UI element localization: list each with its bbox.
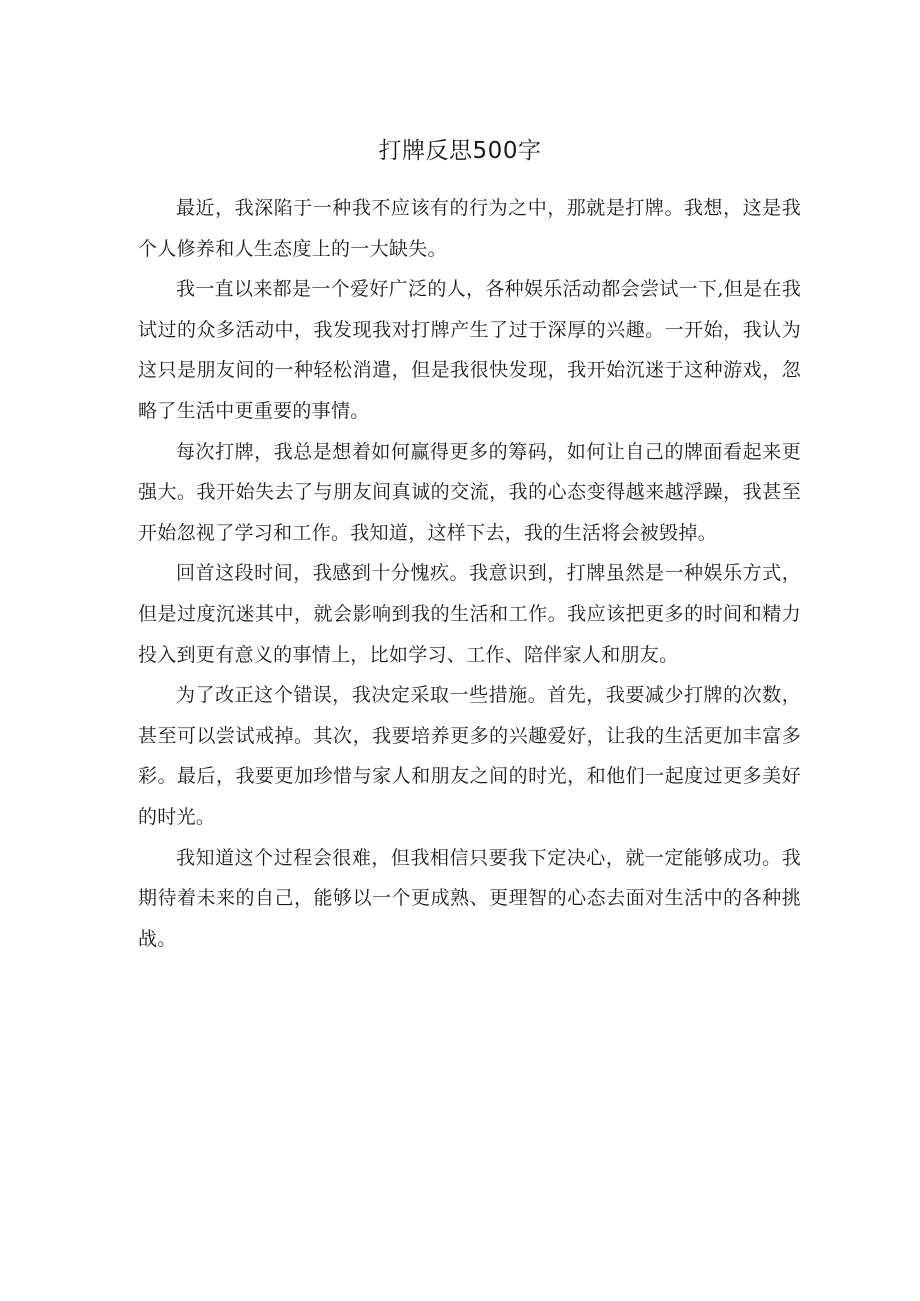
paragraph-3: 每次打牌，我总是想着如何赢得更多的筹码，如何让自己的牌面看起来更强大。我开始失去了与朋友间真诚的交流，我的心态变得越来越浮躁，我甚至开始忽视了学习和工作。我知道，这样下去，我的生活将会被毁掉。 [138, 440, 801, 544]
paragraph-4: 回首这段时间，我感到十分愧疚。我意识到，打牌虽然是一种娱乐方式，但是过度沉迷其中，就会影响到我的生活和工作。我应该把更多的时间和精力投入到更有意义的事情上，比如学习、工作、陪伴家人和朋友。 [138, 562, 801, 666]
paragraph-5: 为了改正这个错误，我决定采取一些措施。首先，我要减少打牌的次数，甚至可以尝试戒掉。其次，我要培养更多的兴趣爱好，让我的生活更加丰富多彩。最后，我要更加珍惜与家人和朋友之间的时光，和他们一起度过更多美好的时光。 [138, 684, 801, 828]
paragraph-6: 我知道这个过程会很难，但我相信只要我下定决心，就一定能够成功。我期待着未来的自己，能够以一个更成熟、更理智的心态去面对生活中的各种挑战。 [138, 846, 801, 950]
paragraph-1: 最近，我深陷于一种我不应该有的行为之中，那就是打牌。我想，这是我个人修养和人生态度上的一大缺失。 [138, 197, 801, 260]
document-title: 打牌反思500字 [378, 138, 542, 164]
document-body [138, 188, 801, 959]
paragraph-2: 我一直以来都是一个爱好广泛的人，各种娱乐活动都会尝试一下,但是在我试过的众多活动中，我发现我对打牌产生了过于深厚的兴趣。一开始，我认为这只是朋友间的一种轻松消遣，但是我很快发现，我开始沉迷于这种游戏，忽略了生活中更重要的事情。 [138, 278, 801, 422]
